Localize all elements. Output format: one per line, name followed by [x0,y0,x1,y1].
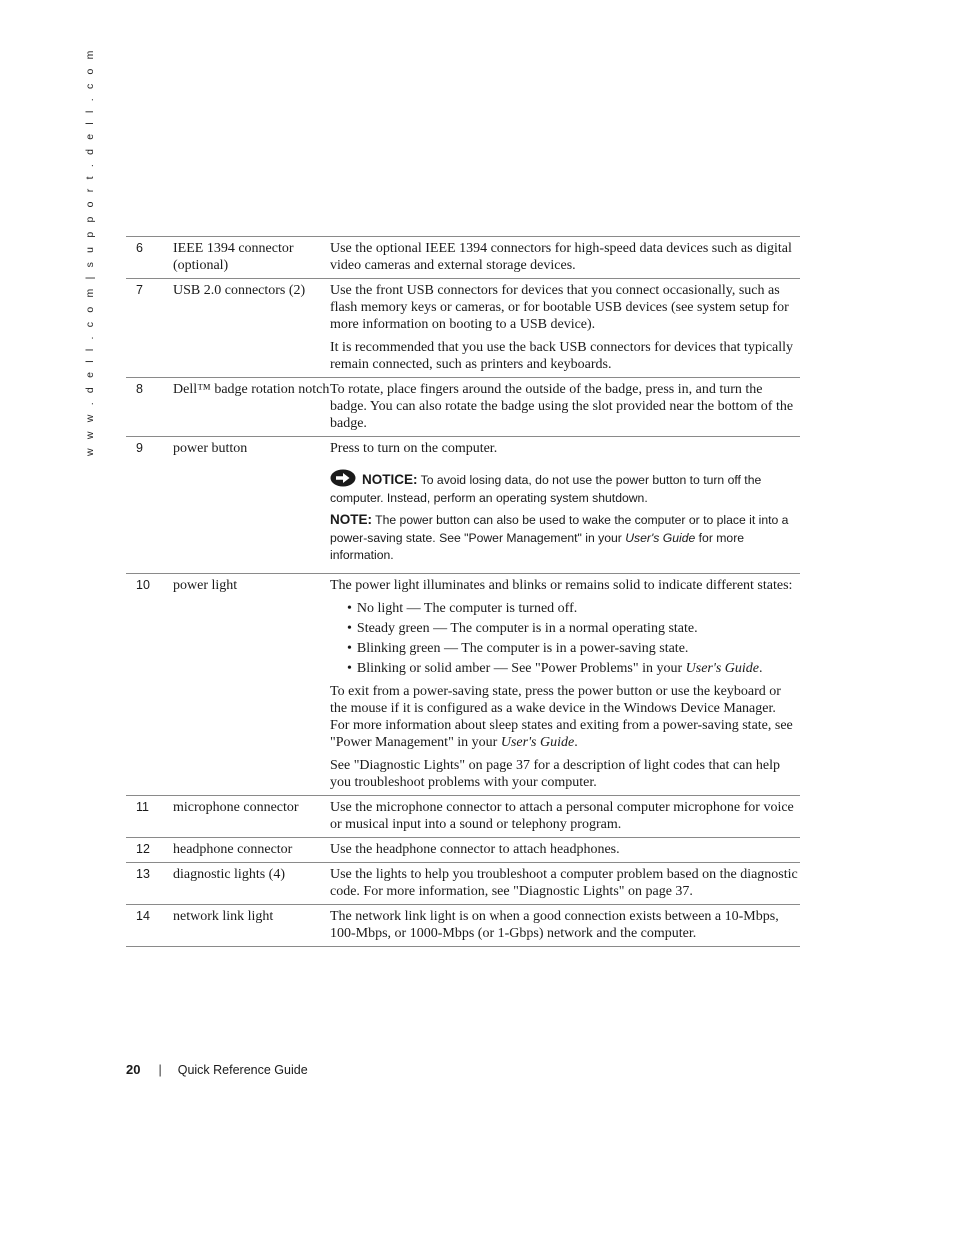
row-number: 8 [126,378,173,437]
table-row [126,795,800,837]
component-description: To rotate, place fingers around the outside of the badge, press in, and turn the badge. You can also rotate the badge using the slot provided near the bottom of the badge. [330,378,800,437]
row-number: 12 [126,837,173,862]
table-row [126,437,800,574]
footer-separator: | [158,1062,162,1077]
component-description: Press to turn on the computer. NOTICE: To avoid losing data, do not use the power button to turn off the computer. Instead, perform an operating system shutdown. NOTE: The power button can also be used to wake the computer or to place it into a power-saving state. See "Power Management" in your User's Guide for more information. [330,437,800,574]
component-description: Use the optional IEEE 1394 connectors for high-speed data devices such as digital video cameras and external storage devices. [330,237,800,279]
row-number: 13 [126,862,173,904]
notice-label: NOTICE: [362,472,418,487]
row-number: 10 [126,573,173,795]
table-row [126,904,800,946]
row-number: 7 [126,279,173,378]
row-number: 11 [126,795,173,837]
note-guide-title: User's Guide [625,530,696,545]
row-number: 14 [126,904,173,946]
power-light-states-list [330,600,798,677]
component-name: network link light [173,904,330,946]
component-table [126,236,800,947]
notice-arrow-icon [330,469,356,487]
side-url-text: w w w . d e l l . c o m | s u p p o r t . d e l l . c o m [84,47,96,456]
component-description: Use the microphone connector to attach a personal computer microphone for voice or musical input into a sound or telephony program. [330,795,800,837]
note-label: NOTE: [330,512,372,527]
component-description: Use the headphone connector to attach headphones. [330,837,800,862]
component-name: headphone connector [173,837,330,862]
row-number: 6 [126,237,173,279]
notice-block [330,463,798,507]
component-name: power light [173,573,330,795]
guide-title: Quick Reference Guide [177,1062,308,1077]
list-item: • Steady green — The computer is in a normal operating state. [347,620,798,637]
note-text-end: for more information. [330,530,745,562]
component-description: The network link light is on when a good connection exists between a 10-Mbps, 100-Mbps, or 1000-Mbps (or 1-Gbps) network and the computer. [330,904,800,946]
table-row [126,237,800,279]
component-description: Use the front USB connectors for devices that you connect occasionally, such as flash memory keys or cameras, or for bootable USB devices (see system setup for more information on booting to a USB device). It is recommended that you use the back USB connectors for devices that typically remain connected, such as printers and keyboards. [330,279,800,378]
list-item: • Blinking or solid amber — See "Power Problems" in your User's Guide. [347,660,798,677]
component-name: microphone connector [173,795,330,837]
component-description: The power light illuminates and blinks or remains solid to indicate different states: • No light — The computer is turned off. • Steady green — The computer is in a normal operating state. • Blinking green — The computer is in a power-saving state. • Blinking or solid amber — See "Power Problems" in your User's Guide. To exit from a power-saving state, press the power button or use the keyboard or the mouse if it is configured as a wake device in the Windows Device Manager. For more information about sleep states and exiting from a power-saving state, see "Power Management" in your User's Guide. See "Diagnostic Lights" on page 37 for a description of light codes that can help you troubleshoot problems with your computer. [330,573,800,795]
component-description: Use the lights to help you troubleshoot a computer problem based on the diagnostic code. For more information, see "Diagnostic Lights" on page 37. [330,862,800,904]
row-number: 9 [126,437,173,574]
page-number: 20 [126,1062,141,1077]
component-name: power button [173,437,330,574]
table-row [126,279,800,378]
table-row [126,862,800,904]
table-row [126,573,800,795]
note-text: The power button can also be used to wake the computer or to place it into a power-saving state. See "Power Management" in your [330,513,789,545]
list-item: • Blinking green — The computer is in a power-saving state. [347,640,798,657]
page-footer [126,1062,308,1077]
table-row [126,378,800,437]
notice-text: To avoid losing data, do not use the power button to turn off the computer. Instead, perform an operating system shutdown. [330,473,762,505]
component-name: IEEE 1394 connector (optional) [173,237,330,279]
component-name: USB 2.0 connectors (2) [173,279,330,378]
component-name: diagnostic lights (4) [173,862,330,904]
component-name: Dell™ badge rotation notch [173,378,330,437]
note-block [330,511,798,565]
table-row [126,837,800,862]
list-item: • No light — The computer is turned off. [347,600,798,617]
